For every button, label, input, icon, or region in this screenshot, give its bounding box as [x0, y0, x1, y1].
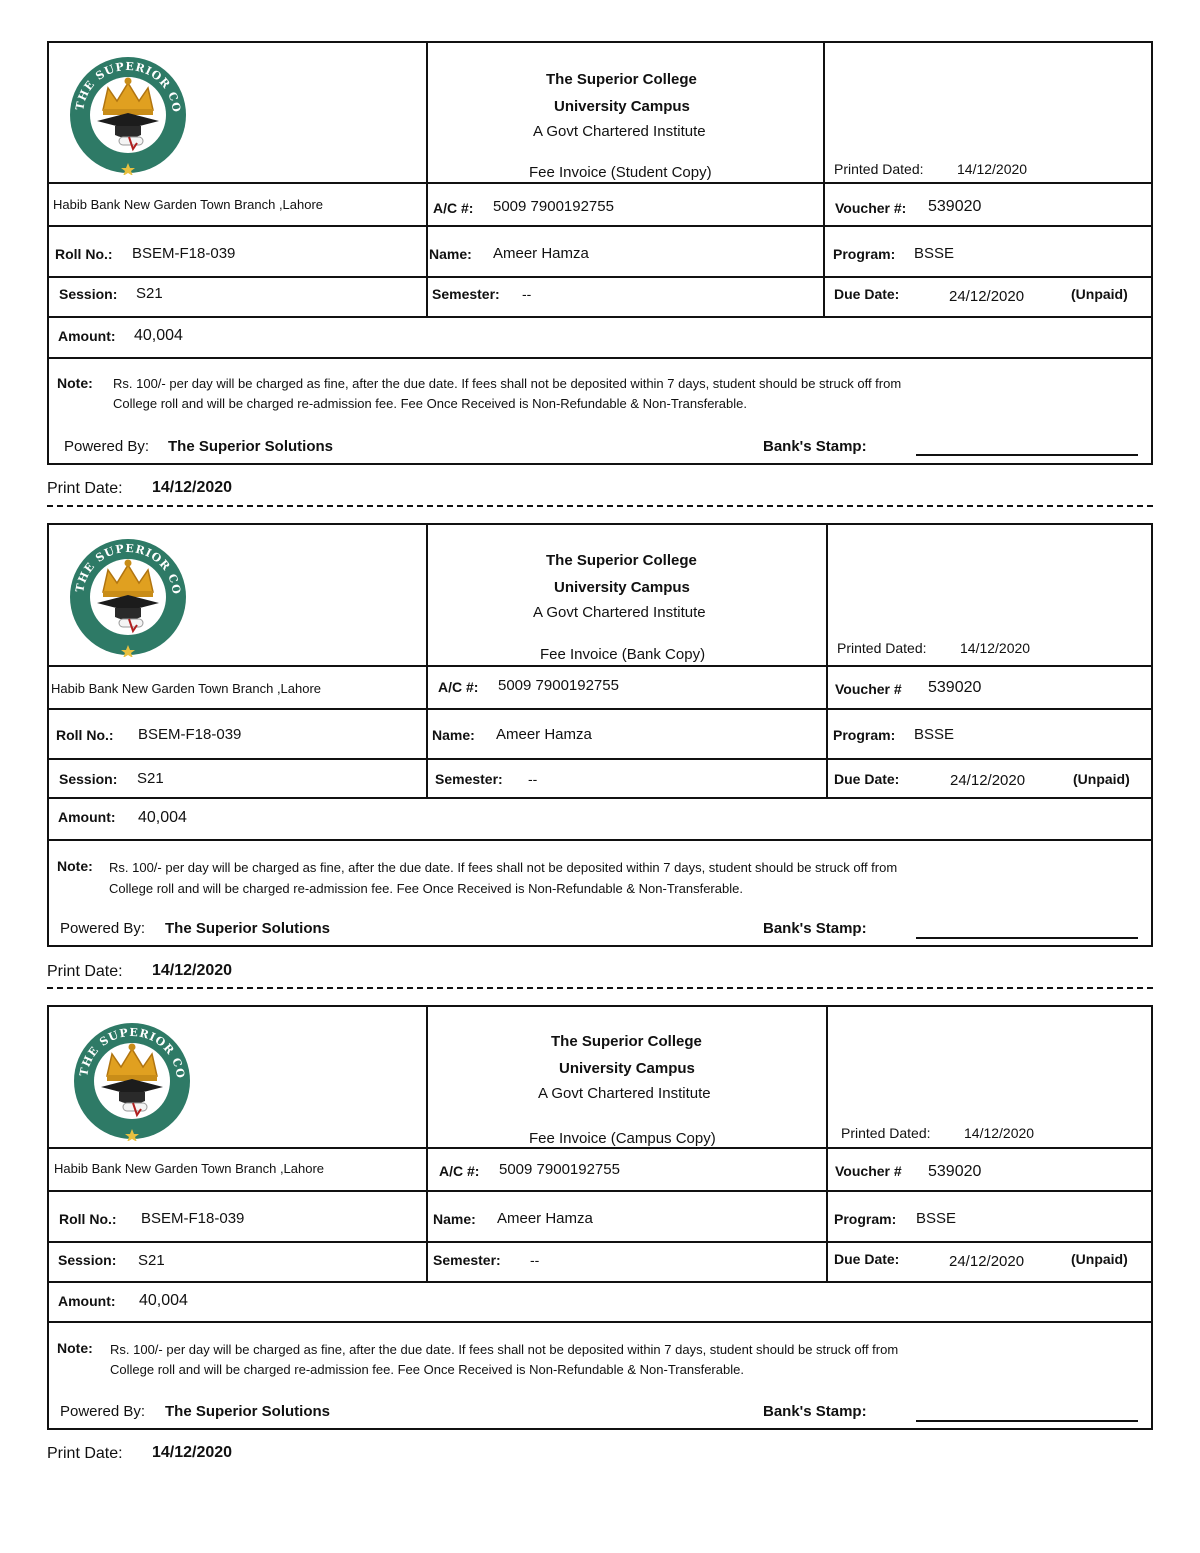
roll-number: BSEM-F18-039	[132, 245, 236, 262]
roll-label: Roll No.:	[59, 1211, 117, 1227]
account-label: A/C #:	[439, 1163, 480, 1179]
college-logo-icon	[63, 55, 193, 175]
due-date-label: Due Date:	[834, 771, 900, 787]
bank-stamp-line	[916, 454, 1138, 456]
powered-by-value: The Superior Solutions	[165, 1403, 331, 1420]
roll-label: Roll No.:	[55, 246, 113, 262]
bank-stamp-label: Bank's Stamp:	[763, 438, 867, 455]
amount-label: Amount:	[58, 1293, 116, 1309]
session-label: Session:	[59, 286, 118, 302]
bank-stamp-label: Bank's Stamp:	[763, 1403, 867, 1420]
semester-value: --	[528, 771, 538, 787]
due-date-label: Due Date:	[834, 286, 900, 302]
cut-line	[47, 505, 1153, 507]
voucher-number: 539020	[928, 198, 982, 215]
session-value: S21	[136, 285, 163, 302]
session-value: S21	[138, 1252, 165, 1269]
printed-dated-value: 14/12/2020	[960, 640, 1031, 656]
name-label: Name:	[429, 246, 472, 262]
bank-branch: Habib Bank New Garden Town Branch ,Lahore	[54, 1161, 325, 1176]
powered-by-label: Powered By:	[60, 920, 146, 937]
college-logo-icon	[63, 537, 193, 657]
semester-label: Semester:	[433, 1252, 501, 1268]
invoice-slip-campus-copy	[47, 1005, 1153, 1430]
due-date-value: 24/12/2020	[949, 1253, 1025, 1270]
voucher-number: 539020	[928, 1163, 982, 1180]
printed-dated-label: Printed Dated:	[837, 640, 927, 656]
program-value: BSSE	[916, 1210, 957, 1227]
amount-value: 40,004	[134, 327, 183, 344]
due-date-value: 24/12/2020	[950, 772, 1026, 789]
invoice-slip-student-copy	[47, 41, 1153, 465]
program-label: Program:	[833, 727, 896, 743]
note-line-1: Rs. 100/- per day will be charged as fine, after the due date. If fees shall not be deposited within 7 days, student should be struck off from	[110, 1342, 899, 1357]
institute-name: The Superior College	[546, 552, 697, 569]
voucher-label: Voucher #	[835, 1163, 902, 1179]
invoice-slip-bank-copy	[47, 523, 1153, 947]
institute-tagline: A Govt Chartered Institute	[533, 123, 706, 140]
semester-value: --	[522, 286, 532, 302]
bank-stamp-line	[916, 937, 1138, 939]
institute-campus: University Campus	[559, 1060, 695, 1077]
institute-name: The Superior College	[546, 71, 697, 88]
student-name: Ameer Hamza	[496, 726, 592, 743]
institute-campus: University Campus	[554, 579, 690, 596]
account-number: 5009 7900192755	[498, 677, 619, 694]
due-date-label: Due Date:	[834, 1251, 900, 1267]
voucher-number: 539020	[928, 679, 982, 696]
institute-name: The Superior College	[551, 1033, 702, 1050]
note-label: Note:	[57, 858, 93, 874]
copy-title: Fee Invoice (Campus Copy)	[529, 1130, 716, 1147]
session-label: Session:	[59, 771, 118, 787]
print-date-label: Print Date:	[47, 963, 123, 980]
program-value: BSSE	[914, 245, 955, 262]
copy-title: Fee Invoice (Bank Copy)	[540, 646, 706, 663]
amount-label: Amount:	[58, 809, 116, 825]
powered-by-value: The Superior Solutions	[168, 438, 334, 455]
bank-branch: Habib Bank New Garden Town Branch ,Lahore	[51, 681, 322, 696]
semester-label: Semester:	[435, 771, 503, 787]
name-label: Name:	[433, 1211, 476, 1227]
note-line-2: College roll and will be charged re-admission fee. Fee Once Received is Non-Refundable & Non-Transferable.	[110, 1362, 744, 1377]
bank-branch: Habib Bank New Garden Town Branch ,Lahore	[53, 197, 324, 212]
cut-line	[47, 987, 1153, 989]
amount-value: 40,004	[138, 809, 187, 826]
print-date-value: 14/12/2020	[152, 1444, 233, 1461]
payment-status-badge: (Unpaid)	[1073, 771, 1130, 787]
account-number: 5009 7900192755	[499, 1161, 620, 1178]
printed-dated-label: Printed Dated:	[841, 1125, 931, 1141]
voucher-label: Voucher #:	[835, 200, 907, 216]
amount-value: 40,004	[139, 1292, 188, 1309]
program-value: BSSE	[914, 726, 955, 743]
roll-label: Roll No.:	[56, 727, 114, 743]
payment-status-badge: (Unpaid)	[1071, 286, 1128, 302]
due-date-value: 24/12/2020	[949, 288, 1025, 305]
voucher-label: Voucher #	[835, 681, 902, 697]
powered-by-label: Powered By:	[60, 1403, 146, 1420]
college-logo-icon	[67, 1021, 197, 1141]
print-date-value: 14/12/2020	[152, 479, 233, 496]
session-value: S21	[137, 770, 164, 787]
account-label: A/C #:	[438, 679, 479, 695]
institute-campus: University Campus	[554, 98, 690, 115]
note-label: Note:	[57, 1340, 93, 1356]
name-label: Name:	[432, 727, 475, 743]
roll-number: BSEM-F18-039	[138, 726, 242, 743]
semester-label: Semester:	[432, 286, 500, 302]
student-name: Ameer Hamza	[493, 245, 589, 262]
institute-tagline: A Govt Chartered Institute	[533, 604, 706, 621]
printed-dated-value: 14/12/2020	[957, 161, 1028, 177]
note-line-2: College roll and will be charged re-admission fee. Fee Once Received is Non-Refundable & Non-Transferable.	[109, 881, 743, 896]
semester-value: --	[530, 1252, 540, 1268]
powered-by-label: Powered By:	[64, 438, 150, 455]
payment-status-badge: (Unpaid)	[1071, 1251, 1128, 1267]
roll-number: BSEM-F18-039	[141, 1210, 245, 1227]
note-label: Note:	[57, 375, 93, 391]
copy-title: Fee Invoice (Student Copy)	[529, 164, 712, 181]
bank-stamp-label: Bank's Stamp:	[763, 920, 867, 937]
print-date-label: Print Date:	[47, 1445, 123, 1462]
note-line-1: Rs. 100/- per day will be charged as fine, after the due date. If fees shall not be deposited within 7 days, student should be struck off from	[113, 376, 902, 391]
account-label: A/C #:	[433, 200, 474, 216]
institute-tagline: A Govt Chartered Institute	[538, 1085, 711, 1102]
program-label: Program:	[834, 1211, 897, 1227]
account-number: 5009 7900192755	[493, 198, 614, 215]
printed-dated-label: Printed Dated:	[834, 161, 924, 177]
note-line-1: Rs. 100/- per day will be charged as fine, after the due date. If fees shall not be deposited within 7 days, student should be struck off from	[109, 860, 898, 875]
bank-stamp-line	[916, 1420, 1138, 1422]
note-line-2: College roll and will be charged re-admission fee. Fee Once Received is Non-Refundable & Non-Transferable.	[113, 396, 747, 411]
powered-by-value: The Superior Solutions	[165, 920, 331, 937]
session-label: Session:	[58, 1252, 117, 1268]
print-date-value: 14/12/2020	[152, 962, 233, 979]
program-label: Program:	[833, 246, 896, 262]
student-name: Ameer Hamza	[497, 1210, 593, 1227]
printed-dated-value: 14/12/2020	[964, 1125, 1035, 1141]
amount-label: Amount:	[58, 328, 116, 344]
print-date-label: Print Date:	[47, 480, 123, 497]
